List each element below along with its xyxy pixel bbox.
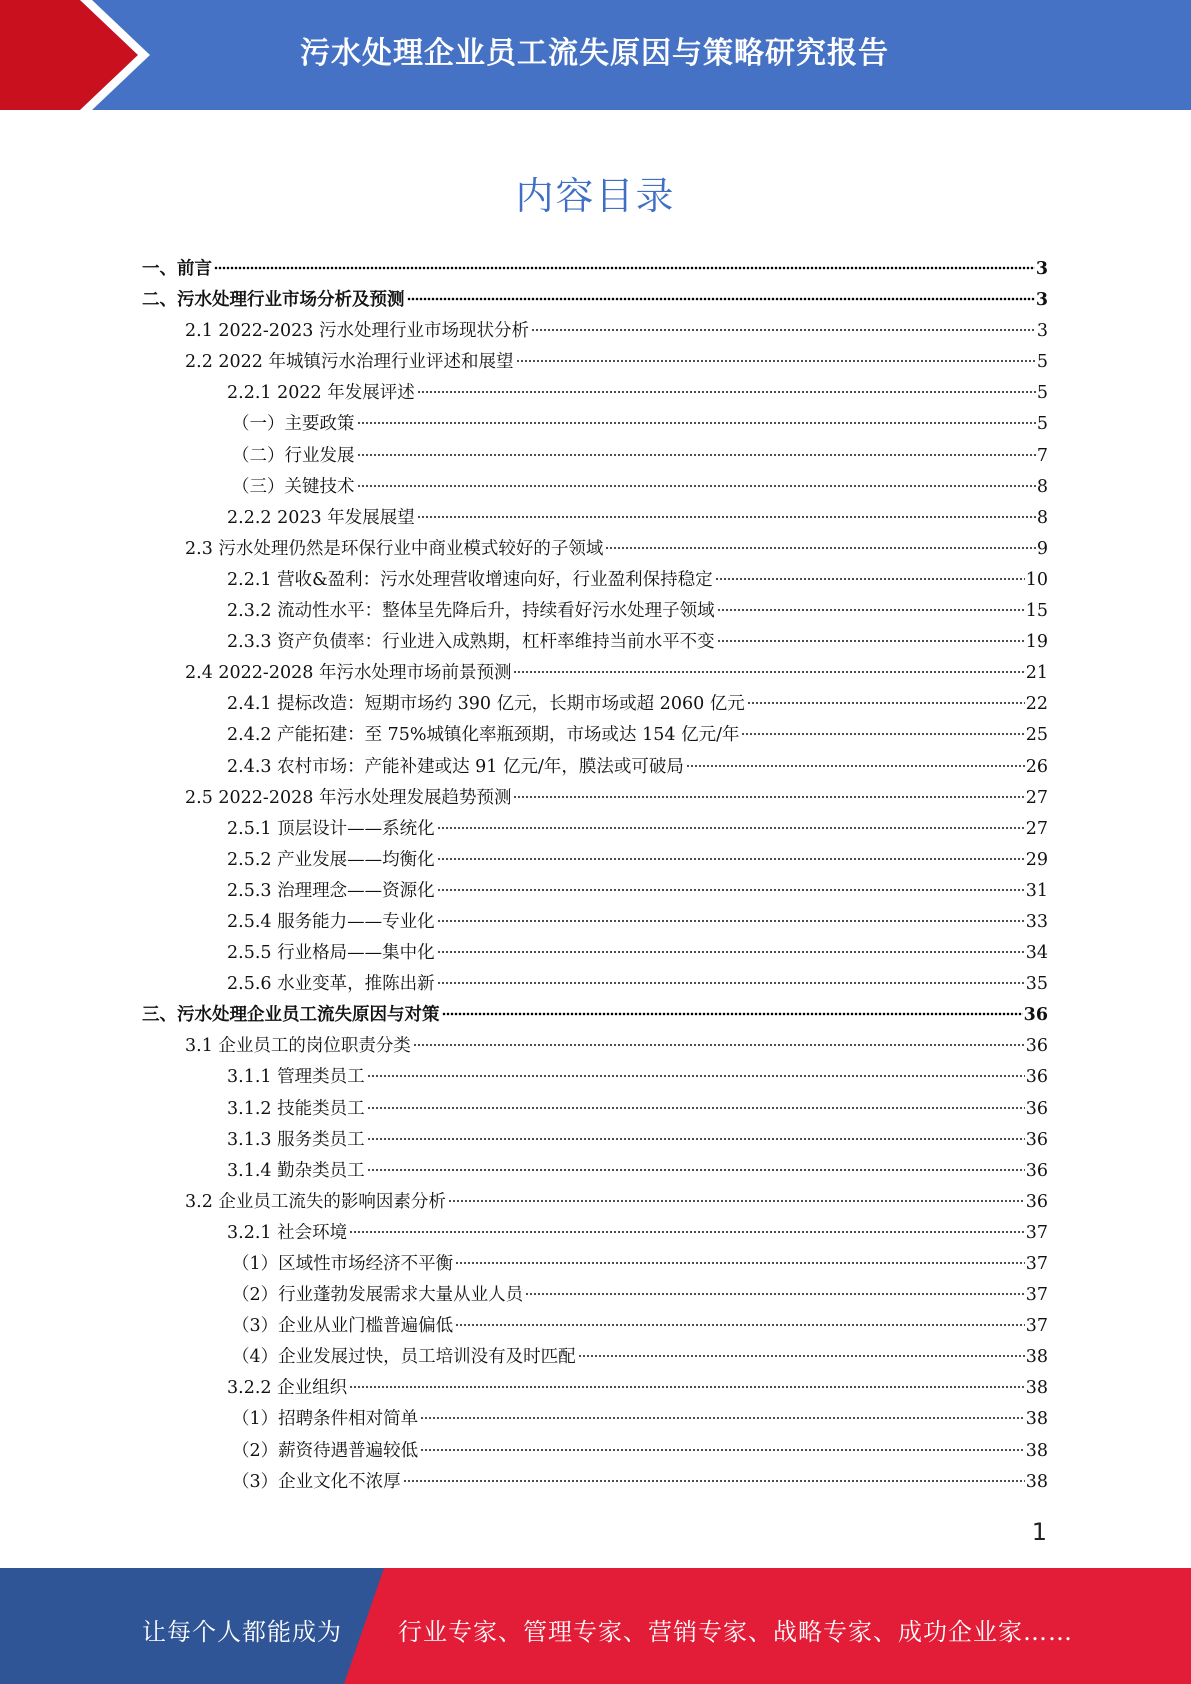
toc-leader-dots [717,637,1025,643]
toc-entry[interactable] [142,472,1048,503]
toc-entry-page: 38 [1025,1378,1048,1399]
toc-entry[interactable] [142,1000,1048,1031]
toc-entry-label: （4）企业发展过快，员工培训没有及时匹配 [232,1347,576,1368]
toc-leader-dots [513,793,1024,799]
toc-entry[interactable] [142,658,1048,689]
toc-leader-dots [437,948,1025,954]
toc-leader-dots [516,357,1036,363]
toc-entry-page: 35 [1025,974,1048,995]
toc-entry-label: （一）主要政策 [232,414,355,435]
toc-entry-label: 2.1 2022-2023 污水处理行业市场现状分析 [185,321,529,342]
toc-entry-label: 3.1.1 管理类员工 [227,1067,365,1088]
toc-entry-page: 19 [1025,632,1048,653]
toc-entry-page: 36 [1025,1129,1048,1150]
toc-title: 内容目录 [515,174,676,218]
toc-entry-page: 9 [1036,538,1048,559]
toc-entry-label: 2.2.1 营收&盈利：污水处理营收增速向好，行业盈利保持稳定 [227,569,713,590]
toc-entry[interactable] [142,1311,1048,1342]
toc-entry-page: 38 [1025,1409,1048,1430]
toc-entry-page: 22 [1025,694,1048,715]
toc-entry-page: 8 [1036,476,1048,497]
toc-leader-dots [357,482,1036,488]
toc-entry-label: 2.4.3 农村市场：产能补建或达 91 亿元/年，膜法或可破局 [227,756,684,777]
toc-leader-dots [437,917,1025,923]
toc-entry-page: 3 [1036,321,1048,342]
toc-entry-label: 3.1.3 服务类员工 [227,1129,365,1150]
toc-entry[interactable] [142,441,1048,472]
toc-entry[interactable] [142,534,1048,565]
toc-entry[interactable] [142,347,1048,378]
toc-leader-dots [367,1104,1025,1110]
toc-entry[interactable] [142,409,1048,440]
toc-entry-page: 27 [1025,818,1048,839]
toc-entry-page: 38 [1025,1347,1048,1368]
toc-leader-dots [417,388,1036,394]
toc-entry-page: 33 [1025,911,1048,932]
toc-entry-label: （二）行业发展 [232,445,355,466]
toc-entry[interactable] [142,1156,1048,1187]
toc-entry-page: 37 [1025,1285,1048,1306]
toc-entry-label: 2.5.5 行业格局——集中化 [227,943,435,964]
toc-entry-label: 一、前言 [142,259,212,279]
toc-entry-label: 2.3.3 资产负债率：行业进入成熟期，杠杆率维持当前水平不变 [227,632,715,653]
toc-entry[interactable] [142,378,1048,409]
toc-leader-dots [578,1352,1025,1358]
toc-entry[interactable] [142,938,1048,969]
footer-slogan: 让每个人都能成为 [142,1618,342,1646]
toc-entry[interactable] [142,1342,1048,1373]
toc-entry-label: 2.5.4 服务能力——专业化 [227,911,435,932]
toc-leader-dots [437,824,1025,830]
toc-entry[interactable] [142,1031,1048,1062]
toc-leader-dots [403,1477,1025,1483]
toc-entry[interactable] [142,1062,1048,1093]
toc-entry-page: 37 [1025,1222,1048,1243]
toc-entry[interactable] [142,1218,1048,1249]
toc-entry[interactable] [142,316,1048,347]
toc-entry-label: 2.2.1 2022 年发展评述 [227,383,415,404]
toc-leader-dots [455,1321,1025,1327]
toc-entry-page: 21 [1025,663,1048,684]
toc-leader-dots [214,264,1035,270]
toc-leader-dots [442,1010,1023,1016]
toc-entry[interactable] [142,907,1048,938]
toc-entry-page: 15 [1025,601,1048,622]
toc-leader-dots [525,1290,1025,1296]
toc-entry-label: 2.4 2022-2028 年污水处理市场前景预测 [185,663,512,684]
toc-entry-page: 31 [1025,880,1048,901]
toc-entry-page: 36 [1025,1036,1048,1057]
toc-entry-label: 3.1 企业员工的岗位职责分类 [185,1036,411,1057]
toc-leader-dots [455,1259,1025,1265]
toc-entry-page: 36 [1023,1005,1048,1026]
toc-leader-dots [448,1197,1025,1203]
toc-entry-page: 37 [1025,1254,1048,1274]
toc-leader-dots [413,1041,1025,1047]
toc-entry-label: （2）薪资待遇普遍较低 [232,1440,419,1461]
toc-entry-label: 2.4.1 提标改造：短期市场约 390 亿元，长期市场或超 2060 亿元 [227,694,745,715]
toc-leader-dots [686,762,1025,768]
toc-entry[interactable] [142,1249,1048,1280]
toc-entry-label: 2.2.2 2023 年发展展望 [227,507,415,528]
toc-entry[interactable] [142,845,1048,876]
toc-entry[interactable] [142,720,1048,751]
toc-leader-dots [349,1228,1025,1234]
toc-leader-dots [367,1072,1025,1078]
toc-entry[interactable] [142,752,1048,783]
page-header [0,0,1191,110]
toc-entry-page: 36 [1025,1098,1048,1119]
toc-entry-label: 2.5.2 产业发展——均衡化 [227,849,435,870]
toc-leader-dots [741,730,1024,736]
toc-entry-label: 二、污水处理行业市场分析及预测 [142,290,405,311]
toc-leader-dots [417,513,1036,519]
toc-entry-page: 3 [1035,259,1048,279]
toc-entry-page: 5 [1036,414,1048,435]
toc-leader-dots [367,1135,1025,1141]
toc-entry-label: （2）行业蓬勃发展需求大量从业人员 [232,1285,524,1306]
toc-entry-label: 2.5 2022-2028 年污水处理发展趋势预测 [185,787,512,808]
toc-leader-dots [513,668,1024,674]
toc-entry-label: 2.3.2 流动性水平：整体呈先降后升，持续看好污水处理子领域 [227,601,715,622]
toc-leader-dots [357,419,1036,425]
toc-entry[interactable] [142,503,1048,534]
toc-entry-page: 38 [1025,1471,1048,1492]
toc-leader-dots [357,451,1036,457]
toc-entry-page: 25 [1025,725,1048,746]
toc-entry-label: 3.2.1 社会环境 [227,1222,348,1243]
toc-leader-dots [420,1414,1025,1420]
toc-entry-label: 三、污水处理企业员工流失原因与对策 [142,1005,440,1026]
toc-entry[interactable] [142,285,1048,316]
toc-entry-label: 3.2 企业员工流失的影响因素分析 [185,1191,446,1212]
toc-entry[interactable] [142,969,1048,1000]
toc-entry-label: 2.3 污水处理仍然是环保行业中商业模式较好的子领域 [185,538,604,559]
toc-entry-page: 5 [1036,352,1048,373]
toc-leader-dots [715,575,1025,581]
toc-entry-page: 8 [1036,507,1048,528]
toc-entry-page: 7 [1036,445,1048,466]
toc-entry[interactable] [142,254,1048,285]
toc-leader-dots [605,544,1035,550]
toc-entry-label: 2.5.1 顶层设计——系统化 [227,818,435,839]
header-arrow-decoration [0,0,160,110]
toc-entry-label: （1）区域性市场经济不平衡 [232,1254,454,1274]
toc-entry-page: 34 [1025,943,1048,964]
toc-entry[interactable] [142,814,1048,845]
toc-leader-dots [437,855,1025,861]
toc-entry-page: 36 [1025,1191,1048,1212]
toc-entry[interactable] [142,1436,1048,1467]
toc-entry[interactable] [142,1187,1048,1218]
toc-entry-page: 3 [1035,290,1048,311]
table-of-contents [142,254,1048,1498]
toc-leader-dots [420,1446,1025,1452]
toc-leader-dots [407,295,1035,301]
toc-entry-page: 37 [1025,1316,1048,1337]
toc-entry-page: 36 [1025,1067,1048,1088]
toc-leader-dots [531,326,1036,332]
toc-entry-label: 3.1.2 技能类员工 [227,1098,365,1119]
toc-entry-label: （三）关键技术 [232,476,355,497]
footer-tagline: 行业专家、管理专家、营销专家、战略专家、成功企业家…… [398,1618,1073,1646]
toc-entry-label: 3.1.4 勤杂类员工 [227,1160,365,1181]
toc-entry-label: （3）企业从业门槛普遍偏低 [232,1316,454,1337]
toc-entry[interactable] [142,627,1048,658]
toc-entry-label: 2.4.2 产能拓建：至 75%城镇化率瓶颈期，市场或达 154 亿元/年 [227,725,740,746]
toc-entry-page: 10 [1025,569,1048,590]
toc-leader-dots [747,699,1025,705]
toc-entry[interactable] [142,876,1048,907]
toc-entry-label: （3）企业文化不浓厚 [232,1471,401,1492]
page-footer [0,1568,1191,1684]
toc-leader-dots [717,606,1025,612]
toc-entry[interactable] [142,1125,1048,1156]
toc-entry[interactable] [142,1280,1048,1311]
toc-entry-label: 2.2 2022 年城镇污水治理行业评述和展望 [185,352,514,373]
toc-entry-page: 29 [1025,849,1048,870]
toc-entry[interactable] [142,1404,1048,1435]
toc-entry[interactable] [142,596,1048,627]
toc-entry-label: 2.5.3 治理理念——资源化 [227,880,435,901]
toc-entry-page: 26 [1025,756,1048,777]
toc-entry-page: 36 [1025,1160,1048,1181]
toc-entry[interactable] [142,565,1048,596]
toc-entry[interactable] [142,1373,1048,1404]
toc-entry[interactable] [142,689,1048,720]
header-title: 污水处理企业员工流失原因与策略研究报告 [300,36,889,71]
toc-entry-label: （1）招聘条件相对简单 [232,1409,419,1430]
toc-entry-page: 5 [1036,383,1048,404]
toc-entry-page: 27 [1025,787,1048,808]
toc-entry-label: 3.2.2 企业组织 [227,1378,348,1399]
toc-entry-label: 2.5.6 水业变革，推陈出新 [227,974,435,995]
toc-entry[interactable] [142,783,1048,814]
toc-leader-dots [437,979,1025,985]
toc-leader-dots [367,1166,1025,1172]
toc-leader-dots [349,1383,1025,1389]
toc-entry-page: 38 [1025,1440,1048,1461]
toc-entry[interactable] [142,1467,1048,1498]
page-number: 1 [1031,1518,1047,1546]
toc-leader-dots [437,886,1025,892]
toc-entry[interactable] [142,1094,1048,1125]
